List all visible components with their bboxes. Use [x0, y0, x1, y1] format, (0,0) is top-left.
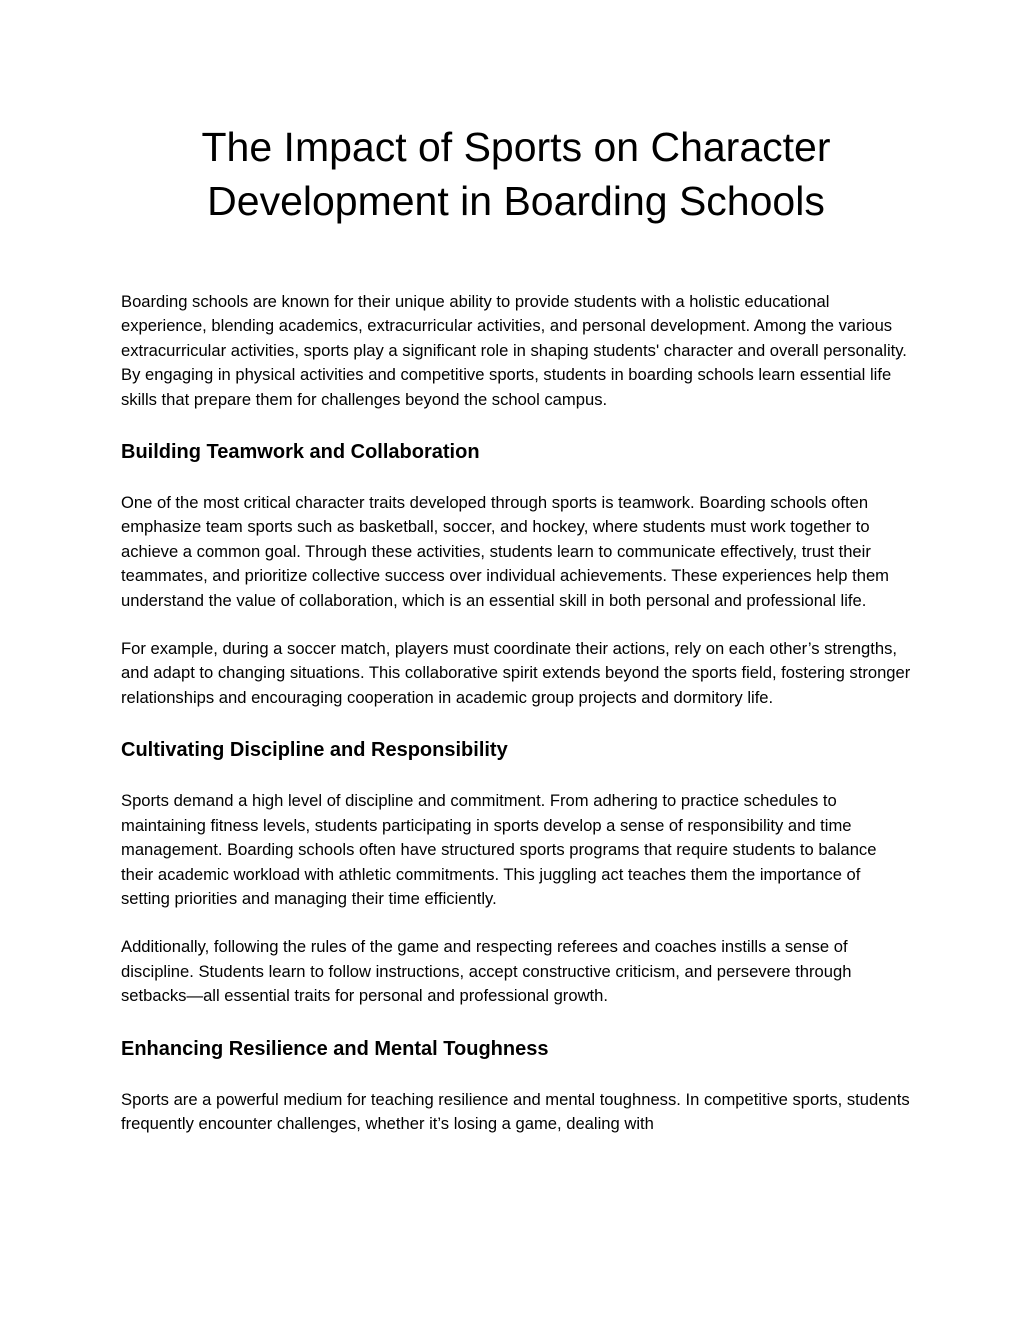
section-heading-discipline: Cultivating Discipline and Responsibility	[121, 739, 508, 762]
title-line-1: The Impact of Sports on Character	[201, 124, 831, 170]
body-paragraph: Sports are a powerful medium for teaching resilience and mental toughness. In competitive sports, students frequently encounter challenges, whether it’s losing a game, dealing with	[121, 1089, 910, 1133]
body-paragraph: For example, during a soccer match, players must coordinate their actions, rely on each other’s strengths, and adapt to changing situations. This collaborative spirit extends beyond the sports field, fostering stronger relationships and encouraging cooperation in academic group projects and dormitory life.	[121, 639, 911, 707]
body-paragraph: Additionally, following the rules of the game and respecting referees and coaches instills a sense of discipline. Students learn to follow instructions, accept constructive criticism, and persevere through setbacks—all essential traits for personal and professional growth.	[121, 937, 852, 1006]
body-paragraph: One of the most critical character traits developed through sports is teamwork. Boarding schools often emphasize team sports such as basketball, soccer, and hockey, where students must work together to achieve a common goal. Through these activities, students learn to communicate effectively, trust their teammates, and prioritize collective success over individual achievements. These experiences help them understand the value of collaboration, which is an essential skill in both personal and professional life.	[121, 493, 889, 610]
intro-paragraph: Boarding schools are known for their unique ability to provide students with a holistic educational experience, blending academics, extracurricular activities, and personal development. Among the various extracurricular activities, sports play a significant role in shaping students' character and overall personality. By engaging in physical activities and competitive sports, students in boarding schools learn essential life skills that prepare them for challenges beyond the school campus.	[121, 292, 907, 409]
document-title	[121, 120, 911, 228]
body-paragraph: Sports demand a high level of discipline and commitment. From adhering to practice schedules to maintaining fitness levels, students participating in sports develop a sense of responsibility and time management. Boarding schools often have structured sports programs that require students to balance their academic workload with athletic commitments. This juggling act teaches them the importance of setting priorities and managing their time efficiently.	[121, 791, 877, 908]
section-heading-resilience: Enhancing Resilience and Mental Toughness	[121, 1037, 549, 1060]
document-page	[121, 120, 911, 1136]
title-line-2: Development in Boarding Schools	[207, 178, 825, 224]
section-heading-teamwork: Building Teamwork and Collaboration	[121, 441, 480, 464]
